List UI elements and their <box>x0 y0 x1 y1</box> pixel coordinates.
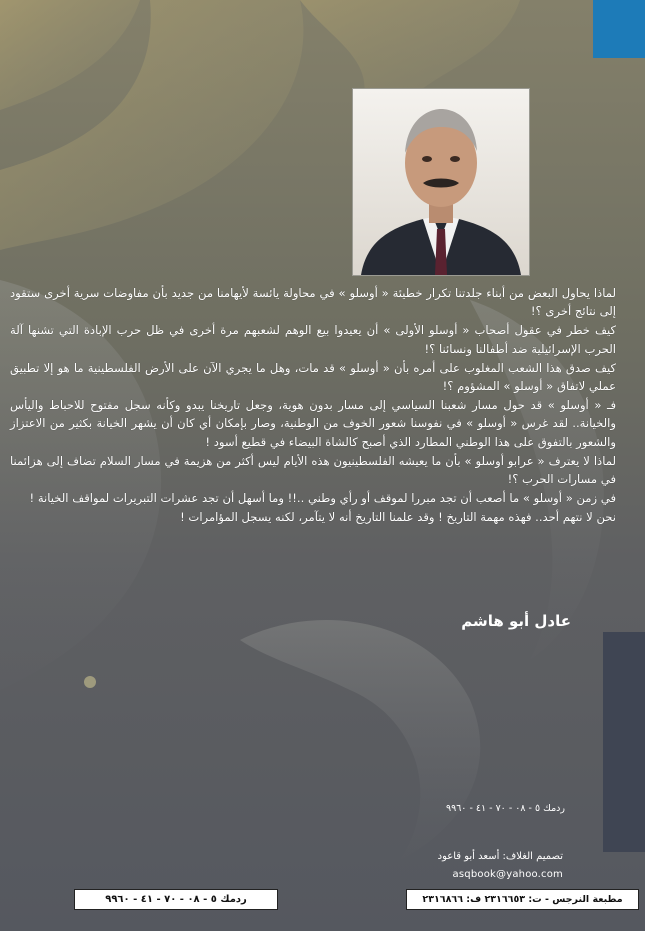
isbn-box: ردمك ٥ - ٠٨ - ٧٠ - ٤١ - ٩٩٦٠ <box>74 889 278 910</box>
right-edge-band <box>603 632 645 852</box>
blurb-paragraph: نحن لا نتهم أحد.. فهذه مهمة التاريخ ! وقد علمنا التاريخ أنه لا يتآمر، لكنه يسجل المؤامرات ! <box>180 510 616 525</box>
isbn-small: ردمك ٥ - ٠٨ - ٧٠ - ٤١ - ٩٩٦٠ <box>446 803 565 814</box>
author-signature: عادل أبو هاشم <box>461 612 571 630</box>
blurb-paragraph: في زمن « أوسلو » ما أصعب أن تجد مبررا لموقف أو رأي وطني ..!! وما أسهل أن تجد عشرات التبريرات لمواقف الخيانة ! <box>29 491 616 506</box>
corner-accent <box>593 0 645 58</box>
blurb-paragraph: فـ « أوسلو » قد حول مسار شعبنا السياسي إلى مسار بدون هوية، وجعل تاريخنا يبدو وكأنه سجل مفتوح للاحباط واليأس والخيانة.. لقد غرس « أوسلو » في نفوسنا شعور الخوف من الوطنية، وصار بإمكان أي كان أن يشهر الخيانة بكثير من الاعتزاز والشعور بالتفوق على هذا الوطني المطارد الذي أصبح كالشاة البيضاء في قطيع أسود ! <box>10 398 616 449</box>
blurb-paragraph: كيف خطر في عقول أصحاب « أوسلو الأولى » أن يعيدوا بيع الوهم لشعبهم مرة أخرى في ظل حرب الإبادة التي تشنها آلة الحرب الإسرائيلية ضد أطفالنا ونسائنا ؟! <box>10 323 616 356</box>
blurb-text <box>10 284 616 528</box>
cover-designer-credit: تصميم الغلاف: أسعد أبو قاعود <box>437 851 563 862</box>
blurb-paragraph: لماذا لا يعترف « عرابو أوسلو » بأن ما يعيشه الفلسطينيون هذه الأيام ليس أكثر من هزيمة في مسار السلام تضاف إلى هزائمنا في مسارات الحرب ؟! <box>10 453 616 487</box>
printer-box: مطبعة النرجس - ت: ٢٣١٦٦٥٣ ف: ٢٣١٦٨٦٦ <box>406 889 639 910</box>
blurb-paragraph: كيف صدق هذا الشعب المغلوب على أمره بأن « أوسلو » قد مات، وهل ما يجري الآن على الأرض الفلسطينية ما هو إلا تطبيق عملي لاتفاق « أوسلو » المشؤوم ؟! <box>10 360 616 394</box>
contact-email: asqbook@yahoo.com <box>452 869 563 880</box>
author-photo <box>352 88 530 276</box>
blurb-paragraph: لماذا يحاول البعض من أبناء جلدتنا تكرار خطيئة « أوسلو » في محاولة يائسة لأيهامنا من جديد بأن مفاوضات سرية أخرى ستقود إلى نتائج أخرى ؟! <box>10 286 616 319</box>
